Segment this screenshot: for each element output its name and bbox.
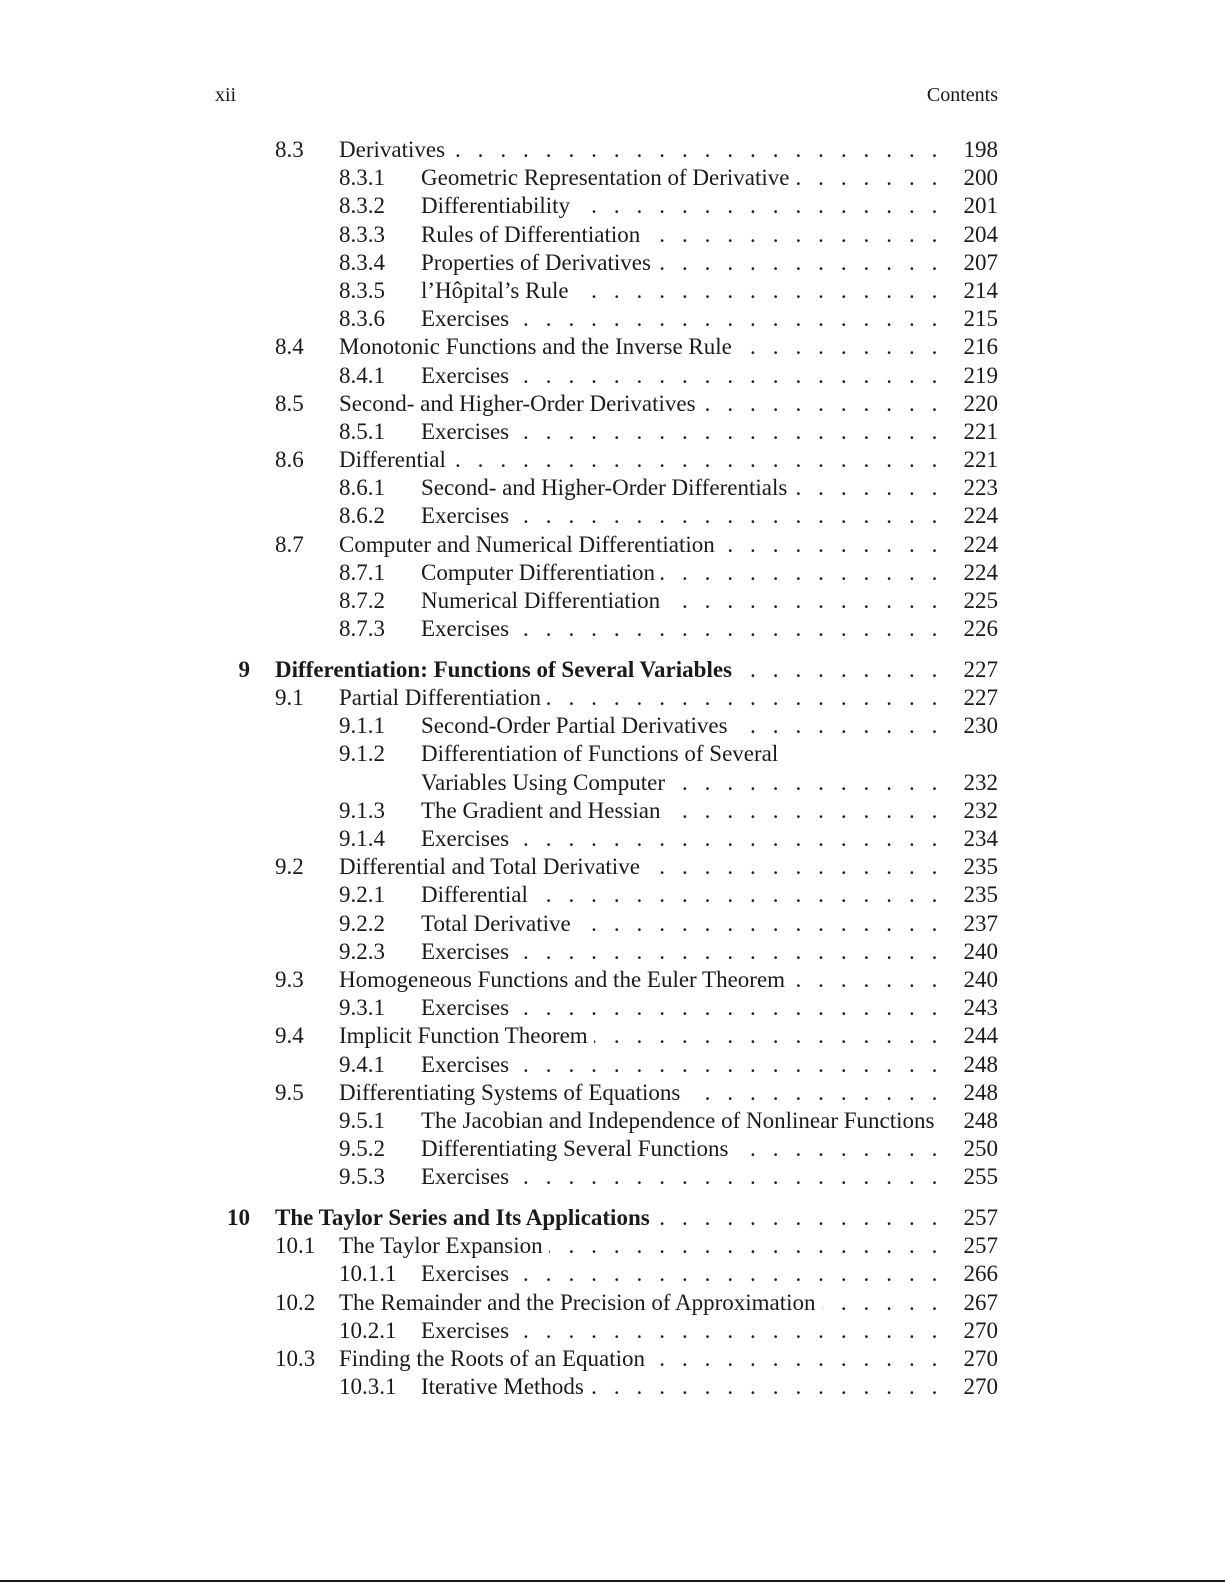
toc-entry-number: 9.1.2 bbox=[339, 741, 385, 767]
toc-entry-title: Differentiation: Functions of Several Variables bbox=[275, 656, 738, 684]
page-header bbox=[215, 84, 998, 110]
toc-subsection-entry[interactable] bbox=[0, 938, 1225, 966]
toc-entry-title: Computer Differentiation bbox=[421, 559, 661, 587]
toc-entry-number: 8.6.2 bbox=[339, 503, 385, 529]
toc-section-entry[interactable] bbox=[0, 333, 1225, 361]
toc-entry-title-wrap bbox=[275, 656, 943, 684]
dot-leader bbox=[646, 853, 943, 881]
toc-subsection-entry[interactable] bbox=[0, 1163, 1225, 1191]
toc-section-entry[interactable] bbox=[0, 446, 1225, 474]
toc-entry-number: 8.7.1 bbox=[339, 559, 385, 585]
toc-entry-number: 9.2.3 bbox=[339, 938, 385, 964]
toc-section-entry[interactable] bbox=[0, 1345, 1225, 1373]
toc-chapter-entry[interactable] bbox=[0, 1204, 1225, 1232]
dot-leader bbox=[534, 881, 943, 909]
toc-entry-number: 10.3 bbox=[275, 1345, 316, 1371]
toc-entry-number: 9.5.3 bbox=[339, 1164, 385, 1190]
toc-entry-title-wrap bbox=[421, 1260, 943, 1288]
toc-entry-number: 10.2.1 bbox=[339, 1317, 397, 1343]
dot-leader bbox=[590, 1373, 943, 1401]
dot-leader bbox=[515, 825, 943, 853]
toc-subsection-entry[interactable] bbox=[0, 221, 1225, 249]
toc-entry-number: 8.4.1 bbox=[339, 362, 385, 388]
toc-entry-title-wrap bbox=[421, 615, 943, 643]
toc-entry-page: 266 bbox=[963, 1261, 998, 1287]
toc-subsection-entry[interactable] bbox=[0, 740, 1225, 768]
toc-entry-page: 234 bbox=[963, 826, 998, 851]
dot-leader bbox=[594, 1022, 943, 1050]
toc-entry-number: 9.4 bbox=[275, 1023, 304, 1049]
toc-entry-page: 248 bbox=[963, 1079, 998, 1105]
toc-subsection-entry[interactable] bbox=[0, 910, 1225, 938]
dot-leader bbox=[515, 418, 943, 446]
toc-entry-page: 235 bbox=[963, 882, 998, 908]
toc-entry-number: 10.1.1 bbox=[339, 1261, 397, 1287]
toc-section-entry[interactable] bbox=[0, 1079, 1225, 1107]
toc-entry-page: 227 bbox=[963, 656, 998, 682]
dot-leader bbox=[666, 587, 943, 615]
toc-entry-number: 8.7 bbox=[275, 531, 304, 557]
toc-subsection-entry[interactable] bbox=[0, 615, 1225, 643]
toc-entry-title-wrap bbox=[339, 1345, 943, 1373]
toc-entry-page: 270 bbox=[963, 1345, 998, 1371]
toc-subsection-entry[interactable] bbox=[0, 249, 1225, 277]
toc-entry-title-wrap bbox=[339, 684, 943, 712]
toc-entry-page: 200 bbox=[963, 165, 998, 191]
toc-entry-number: 10.3.1 bbox=[339, 1374, 397, 1400]
dot-leader bbox=[734, 1135, 943, 1163]
toc-entry-title-wrap bbox=[421, 797, 943, 825]
toc-subsection-entry[interactable] bbox=[0, 1373, 1225, 1401]
dot-leader bbox=[661, 559, 943, 587]
toc-entry-page: 224 bbox=[963, 531, 998, 557]
toc-entry-title: Properties of Derivatives bbox=[421, 249, 657, 277]
toc-section-entry[interactable] bbox=[0, 684, 1225, 712]
toc-section-entry[interactable] bbox=[0, 136, 1225, 164]
toc-entry-continuation[interactable] bbox=[0, 769, 1225, 797]
dot-leader bbox=[646, 221, 943, 249]
toc-entry-title: Differential bbox=[339, 446, 452, 474]
toc-entry-title-wrap bbox=[339, 531, 943, 559]
toc-entry-title: Finding the Roots of an Equation bbox=[339, 1345, 651, 1373]
toc-entry-page: 207 bbox=[963, 249, 998, 275]
toc-entry-number: 9.2.2 bbox=[339, 910, 385, 936]
toc-entry-title-wrap bbox=[421, 881, 943, 909]
dot-leader bbox=[576, 192, 943, 220]
dot-leader bbox=[796, 164, 944, 192]
toc-subsection-entry[interactable] bbox=[0, 1107, 1225, 1135]
toc-entry-page: 240 bbox=[963, 966, 998, 992]
toc-entry-number: 9.5.1 bbox=[339, 1107, 385, 1133]
toc-entry-number: 9 bbox=[238, 656, 250, 682]
dot-leader bbox=[515, 305, 943, 333]
toc-entry-title: Implicit Function Theorem bbox=[339, 1022, 594, 1050]
toc-entry-title-wrap bbox=[421, 1317, 943, 1345]
dot-leader bbox=[791, 966, 943, 994]
toc-subsection-entry[interactable] bbox=[0, 277, 1225, 305]
dot-leader bbox=[793, 474, 943, 502]
dot-leader bbox=[451, 136, 943, 164]
toc-subsection-entry[interactable] bbox=[0, 797, 1225, 825]
toc-entry-title-wrap bbox=[421, 825, 943, 853]
toc-entry-title-wrap bbox=[421, 249, 943, 277]
toc-entry-number: 9.1.3 bbox=[339, 797, 385, 823]
toc-entry-title: The Remainder and the Precision of Approximation bbox=[339, 1289, 822, 1317]
toc-entry-number: 9.2.1 bbox=[339, 882, 385, 908]
dot-leader bbox=[721, 531, 943, 559]
toc-entry-title: Differentiating Systems of Equations bbox=[339, 1079, 686, 1107]
toc-entry-page: 240 bbox=[963, 938, 998, 964]
toc-entry-title: Derivatives bbox=[339, 136, 451, 164]
toc-section-entry[interactable] bbox=[0, 1022, 1225, 1050]
toc-entry-title-wrap bbox=[339, 1289, 943, 1317]
toc-section-entry[interactable] bbox=[0, 1289, 1225, 1317]
toc-entry-title: Exercises bbox=[421, 362, 515, 390]
toc-entry-number: 10.2 bbox=[275, 1289, 316, 1315]
toc-entry-number: 8.6.1 bbox=[339, 475, 385, 501]
dot-leader bbox=[738, 656, 943, 684]
toc-entry-page: 244 bbox=[963, 1023, 998, 1049]
toc-entry-title-wrap bbox=[339, 333, 943, 361]
toc-entry-number: 9.3 bbox=[275, 966, 304, 992]
toc-section-entry[interactable] bbox=[0, 531, 1225, 559]
toc-subsection-entry[interactable] bbox=[0, 164, 1225, 192]
toc-entry-title-wrap bbox=[421, 994, 943, 1022]
toc-entry-page: 232 bbox=[963, 769, 998, 795]
toc-entry-title-wrap bbox=[421, 910, 943, 938]
dot-leader bbox=[651, 1345, 943, 1373]
toc-entry-title-wrap bbox=[421, 769, 943, 797]
toc-entry-number: 8.7.2 bbox=[339, 588, 385, 613]
dot-leader bbox=[656, 1204, 943, 1232]
toc-entry-number: 8.3 bbox=[275, 137, 304, 162]
toc-entry-title-wrap bbox=[421, 938, 943, 966]
toc-entry-page: 227 bbox=[963, 685, 998, 711]
toc-entry-title: Rules of Differentiation bbox=[421, 221, 646, 249]
toc-entry-number: 8.3.3 bbox=[339, 221, 385, 247]
toc-entry-title-wrap bbox=[421, 164, 943, 192]
toc-section-entry[interactable] bbox=[0, 853, 1225, 881]
toc-entry-title-wrap bbox=[275, 1204, 943, 1232]
toc-entry-number: 8.3.4 bbox=[339, 249, 385, 275]
running-title: Contents bbox=[926, 84, 998, 106]
dot-leader bbox=[822, 1289, 944, 1317]
toc-entry-page: 224 bbox=[963, 503, 998, 529]
toc-entry-page: 248 bbox=[963, 1051, 998, 1077]
toc-entry-title: Exercises bbox=[421, 615, 515, 643]
toc-entry-number: 9.1 bbox=[275, 685, 304, 711]
toc-entry-title-wrap bbox=[339, 1022, 943, 1050]
toc-entry-title-wrap bbox=[421, 740, 943, 768]
toc-subsection-entry[interactable] bbox=[0, 362, 1225, 390]
toc-entry-title: Homogeneous Functions and the Euler Theorem bbox=[339, 966, 791, 994]
toc-entry-title: Geometric Representation of Derivative bbox=[421, 164, 796, 192]
toc-entry-page: 214 bbox=[963, 277, 998, 303]
dot-leader bbox=[515, 1163, 943, 1191]
toc-subsection-entry[interactable] bbox=[0, 305, 1225, 333]
toc-subsection-entry[interactable] bbox=[0, 1317, 1225, 1345]
toc-entry-title: Computer and Numerical Differentiation bbox=[339, 531, 721, 559]
toc-subsection-entry[interactable] bbox=[0, 1051, 1225, 1079]
toc-entry-title-wrap bbox=[421, 587, 943, 615]
toc-entry-title: The Taylor Series and Its Applications bbox=[275, 1204, 656, 1232]
dot-leader bbox=[515, 1051, 943, 1079]
dot-leader bbox=[667, 797, 943, 825]
dot-leader bbox=[738, 333, 943, 361]
bottom-rule bbox=[0, 1580, 1225, 1582]
toc-entry-page: 226 bbox=[963, 616, 998, 642]
toc-entry-page: 204 bbox=[963, 221, 998, 247]
toc-entry-title: Differential bbox=[421, 881, 534, 909]
toc-subsection-entry[interactable] bbox=[0, 502, 1225, 530]
dot-leader bbox=[515, 1260, 943, 1288]
toc-entry-title-wrap bbox=[339, 136, 943, 164]
toc-entry-title-wrap bbox=[421, 712, 943, 740]
toc-entry-title-wrap bbox=[339, 446, 943, 474]
toc-entry-title: Partial Differentiation bbox=[339, 684, 547, 712]
toc-entry-title: Differentiating Several Functions bbox=[421, 1135, 734, 1163]
toc-entry-page: 270 bbox=[963, 1317, 998, 1343]
toc-entry-number: 10.1 bbox=[275, 1233, 316, 1259]
toc-entry-number: 8.5.1 bbox=[339, 418, 385, 444]
toc-entry-title-wrap bbox=[421, 1051, 943, 1079]
dot-leader bbox=[702, 390, 943, 418]
toc-entry-title: Exercises bbox=[421, 1163, 515, 1191]
dot-leader bbox=[686, 1079, 943, 1107]
toc-subsection-entry[interactable] bbox=[0, 994, 1225, 1022]
toc-entry-title: Numerical Differentiation bbox=[421, 587, 666, 615]
dot-leader bbox=[515, 938, 943, 966]
toc-entry-title-wrap bbox=[421, 277, 943, 305]
toc-entry-title: The Gradient and Hessian bbox=[421, 797, 667, 825]
toc-entry-title-wrap bbox=[421, 474, 943, 502]
toc-entry-number: 8.4 bbox=[275, 334, 304, 360]
dot-leader bbox=[515, 502, 943, 530]
toc-entry-number: 8.3.5 bbox=[339, 277, 385, 303]
toc-entry-title-wrap bbox=[421, 305, 943, 333]
toc-entry-number: 8.6 bbox=[275, 447, 304, 473]
toc-entry-title: Exercises bbox=[421, 938, 515, 966]
toc-entry-number: 8.3.2 bbox=[339, 193, 385, 219]
toc-entry-title: Exercises bbox=[421, 1051, 515, 1079]
toc-entry-title-wrap bbox=[421, 1373, 943, 1401]
toc-entry-page: 248 bbox=[963, 1107, 998, 1133]
toc-entry-title-wrap bbox=[421, 1135, 943, 1163]
toc-subsection-entry[interactable] bbox=[0, 559, 1225, 587]
toc-entry-number: 9.5 bbox=[275, 1079, 304, 1105]
toc-entry-title-wrap bbox=[421, 502, 943, 530]
page-number: xii bbox=[215, 84, 237, 106]
toc-entry-title-wrap bbox=[421, 192, 943, 220]
toc-subsection-entry[interactable] bbox=[0, 712, 1225, 740]
toc-entry-title: Exercises bbox=[421, 502, 515, 530]
toc-entry-page: 198 bbox=[963, 137, 998, 162]
toc-entry-title-wrap bbox=[421, 221, 943, 249]
dot-leader bbox=[549, 1232, 943, 1260]
dot-leader bbox=[657, 249, 943, 277]
toc-entry-number: 10 bbox=[227, 1204, 250, 1230]
toc-entry-title: The Jacobian and Independence of Nonlinear Functions bbox=[421, 1107, 941, 1135]
toc-entry-title-wrap bbox=[339, 390, 943, 418]
toc-entry-title-wrap bbox=[421, 559, 943, 587]
toc-entry-page: 219 bbox=[963, 362, 998, 388]
toc-entry-number: 9.1.4 bbox=[339, 826, 385, 851]
toc-entry-title: Differential and Total Derivative bbox=[339, 853, 646, 881]
toc-entry-page: 237 bbox=[963, 910, 998, 936]
dot-leader bbox=[575, 277, 943, 305]
toc-subsection-entry[interactable] bbox=[0, 825, 1225, 853]
toc-entry-title: Differentiation of Functions of Several bbox=[421, 740, 784, 768]
toc-entry-title: Exercises bbox=[421, 994, 515, 1022]
toc-entry-number: 9.5.2 bbox=[339, 1136, 385, 1162]
toc-entry-number: 8.5 bbox=[275, 390, 304, 416]
toc-entry-number: 9.4.1 bbox=[339, 1051, 385, 1077]
toc-entry-title-wrap bbox=[339, 1079, 943, 1107]
toc-section-entry[interactable] bbox=[0, 390, 1225, 418]
toc-entry-number: 8.7.3 bbox=[339, 616, 385, 642]
toc-entry-page: 257 bbox=[963, 1233, 998, 1259]
toc-entry-page: 215 bbox=[963, 306, 998, 332]
toc-entry-title: l’Hôpital’s Rule bbox=[421, 277, 575, 305]
toc-entry-title: The Taylor Expansion bbox=[339, 1232, 549, 1260]
toc-entry-page: 250 bbox=[963, 1136, 998, 1162]
table-of-contents bbox=[0, 136, 1225, 1401]
toc-entry-page: 223 bbox=[963, 475, 998, 501]
dot-leader bbox=[452, 446, 943, 474]
toc-entry-title: Variables Using Computer bbox=[421, 769, 671, 797]
toc-entry-title: Total Derivative bbox=[421, 910, 577, 938]
toc-entry-page: 270 bbox=[963, 1374, 998, 1400]
toc-chapter-entry[interactable] bbox=[0, 656, 1225, 684]
toc-entry-page: 257 bbox=[963, 1204, 998, 1230]
dot-leader bbox=[515, 615, 943, 643]
toc-entry-number: 8.3.6 bbox=[339, 306, 385, 332]
toc-entry-number: 8.3.1 bbox=[339, 165, 385, 191]
toc-entry-number: 9.2 bbox=[275, 854, 304, 880]
toc-entry-page: 243 bbox=[963, 995, 998, 1021]
toc-subsection-entry[interactable] bbox=[0, 192, 1225, 220]
toc-entry-title-wrap bbox=[421, 1107, 943, 1135]
dot-leader bbox=[515, 994, 943, 1022]
toc-entry-page: 267 bbox=[963, 1289, 998, 1315]
toc-entry-page: 221 bbox=[963, 447, 998, 473]
dot-leader bbox=[671, 769, 943, 797]
toc-section-entry[interactable] bbox=[0, 1232, 1225, 1260]
toc-entry-title-wrap bbox=[339, 1232, 943, 1260]
toc-entry-page: 225 bbox=[963, 588, 998, 613]
toc-entry-title-wrap bbox=[421, 418, 943, 446]
toc-entry-title: Exercises bbox=[421, 1317, 515, 1345]
toc-entry-title-wrap bbox=[339, 966, 943, 994]
toc-entry-title: Exercises bbox=[421, 1260, 515, 1288]
dot-leader bbox=[547, 684, 943, 712]
toc-section-entry[interactable] bbox=[0, 966, 1225, 994]
toc-entry-page: 230 bbox=[963, 713, 998, 739]
toc-entry-title: Exercises bbox=[421, 418, 515, 446]
toc-entry-page: 224 bbox=[963, 559, 998, 585]
toc-entry-page: 232 bbox=[963, 797, 998, 823]
toc-entry-page: 221 bbox=[963, 418, 998, 444]
toc-entry-title: Second- and Higher-Order Derivatives bbox=[339, 390, 702, 418]
toc-entry-title: Monotonic Functions and the Inverse Rule bbox=[339, 333, 738, 361]
toc-entry-page: 220 bbox=[963, 390, 998, 416]
toc-entry-title: Exercises bbox=[421, 305, 515, 333]
dot-leader bbox=[515, 1317, 943, 1345]
toc-entry-title: Second-Order Partial Derivatives bbox=[421, 712, 734, 740]
toc-entry-title: Second- and Higher-Order Differentials bbox=[421, 474, 793, 502]
toc-subsection-entry[interactable] bbox=[0, 1135, 1225, 1163]
dot-leader bbox=[734, 712, 943, 740]
toc-entry-title-wrap bbox=[421, 362, 943, 390]
toc-subsection-entry[interactable] bbox=[0, 587, 1225, 615]
toc-entry-page: 235 bbox=[963, 854, 998, 880]
toc-subsection-entry[interactable] bbox=[0, 881, 1225, 909]
dot-leader bbox=[577, 910, 943, 938]
toc-entry-title-wrap bbox=[339, 853, 943, 881]
toc-entry-title: Iterative Methods bbox=[421, 1373, 590, 1401]
toc-subsection-entry[interactable] bbox=[0, 1260, 1225, 1288]
dot-leader bbox=[515, 362, 943, 390]
toc-subsection-entry[interactable] bbox=[0, 418, 1225, 446]
toc-entry-title: Exercises bbox=[421, 825, 515, 853]
toc-entry-page: 255 bbox=[963, 1164, 998, 1190]
toc-entry-page: 216 bbox=[963, 334, 998, 360]
toc-entry-title: Differentiability bbox=[421, 192, 576, 220]
toc-entry-page: 201 bbox=[963, 193, 998, 219]
toc-entry-title-wrap bbox=[421, 1163, 943, 1191]
toc-entry-number: 9.1.1 bbox=[339, 713, 385, 739]
toc-subsection-entry[interactable] bbox=[0, 474, 1225, 502]
toc-entry-number: 9.3.1 bbox=[339, 995, 385, 1021]
